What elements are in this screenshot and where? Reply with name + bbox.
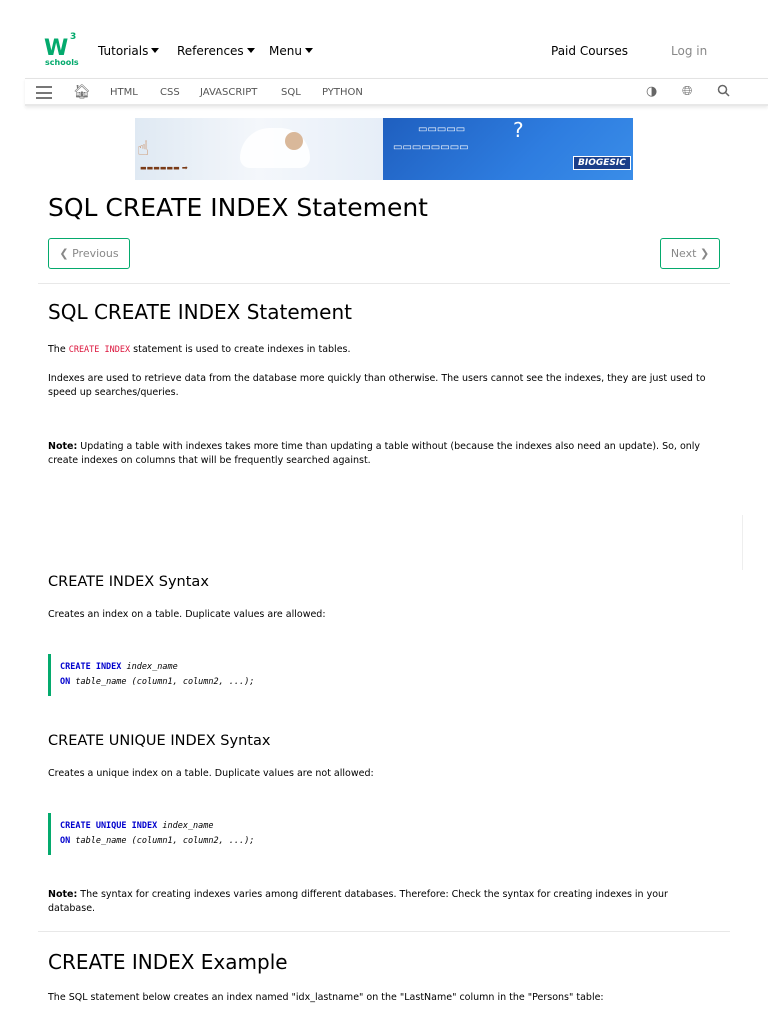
subject-navbar [25, 78, 768, 106]
subnav-sql[interactable]: SQL [281, 87, 301, 98]
caret-down-icon [305, 48, 313, 53]
right-edge-panel [742, 515, 768, 570]
logo-letter: W [44, 36, 67, 61]
paid-courses-link[interactable]: Paid Courses [551, 44, 628, 58]
theme-toggle-icon[interactable]: ◑ [646, 84, 658, 99]
nav-tutorials[interactable] [98, 44, 159, 58]
nav-menu[interactable] [269, 44, 313, 58]
search-icon[interactable] [717, 84, 730, 101]
unique-syntax-description: Creates a unique index on a table. Duplicate values are not allowed: [48, 768, 374, 779]
globe-icon[interactable]: 🌐︎ [682, 84, 693, 99]
nav-menu-label: Menu [269, 44, 302, 58]
intro-text-before: The [48, 344, 69, 355]
note-paragraph [48, 440, 718, 468]
code-keyword: CREATE INDEX [60, 662, 122, 672]
subnav-css[interactable]: CSS [160, 87, 180, 98]
next-button[interactable]: Next ❯ [660, 238, 720, 269]
hamburger-menu-icon[interactable] [36, 86, 52, 99]
section-heading: SQL CREATE INDEX Statement [48, 300, 352, 324]
w3schools-logo[interactable] [44, 32, 84, 70]
subnav-javascript[interactable]: JAVASCRIPT [200, 87, 258, 98]
intro-paragraph [48, 343, 718, 357]
note-text: The syntax for creating indexes varies among different databases. Therefore: Check the syntax for creating indexes in your database. [48, 889, 668, 914]
note-label: Note: [48, 889, 78, 900]
code-argument: index_name [157, 821, 214, 831]
code-keyword: ON [60, 836, 71, 846]
nav-references-label: References [177, 44, 244, 58]
note-text: Updating a table with indexes takes more time than updating a table without (because the indexes also need an update). So, only create indexes on columns that will be frequently searched against. [48, 441, 701, 466]
home-icon[interactable]: 🏠︎ [73, 84, 91, 100]
logo-subtitle: schools [45, 58, 79, 67]
top-navbar [0, 0, 768, 78]
ad-script-line-1: ▭▭▭▭▭ [418, 124, 466, 135]
caret-down-icon [151, 48, 159, 53]
unique-syntax-code-block [48, 813, 718, 855]
ad-right-panel [383, 118, 633, 180]
code-line [60, 834, 718, 849]
ad-brand-logo: BIOGESIC [573, 156, 631, 170]
ad-person-head [285, 132, 303, 150]
code-keyword: ON [60, 677, 71, 687]
code-line [60, 675, 718, 690]
example-heading: CREATE INDEX Example [48, 950, 288, 974]
ad-script-line-2: ▭▭▭▭▭▭▭▭ [393, 142, 469, 153]
caret-down-icon [247, 48, 255, 53]
intro-text-after: statement is used to create indexes in tables. [130, 344, 351, 355]
logo-superscript: 3 [70, 32, 77, 42]
previous-button[interactable]: ❮ Previous [48, 238, 130, 269]
note-label: Note: [48, 441, 78, 452]
example-description: The SQL statement below creates an index named "idx_lastname" on the "LastName" column in the "Persons" table: [48, 992, 604, 1003]
advertisement-banner[interactable] [135, 118, 633, 180]
question-mark-icon: ? [513, 118, 524, 142]
unique-syntax-heading: CREATE UNIQUE INDEX Syntax [48, 733, 271, 749]
code-argument: table_name (column1, column2, ...); [70, 836, 255, 846]
divider [38, 931, 730, 932]
syntax-note-paragraph [48, 888, 718, 916]
syntax-description: Creates an index on a table. Duplicate values are allowed: [48, 609, 326, 620]
syntax-heading: CREATE INDEX Syntax [48, 574, 209, 590]
code-argument: table_name (column1, column2, ...); [70, 677, 255, 687]
inline-code: CREATE INDEX [68, 345, 131, 355]
syntax-code-block [48, 654, 718, 696]
ad-left-panel [135, 118, 383, 180]
nav-references[interactable] [177, 44, 255, 58]
code-line [60, 660, 718, 675]
divider [38, 283, 730, 284]
code-line [60, 819, 718, 834]
ad-caption-graphic: ▬▬▬▬▬▬ ➡ [140, 164, 188, 172]
hand-pointer-icon: ☝ [137, 136, 150, 160]
indexes-paragraph: Indexes are used to retrieve data from the database more quickly than otherwise. The users cannot see the indexes, they are just used to speed up searches/queries. [48, 373, 706, 398]
nav-tutorials-label: Tutorials [98, 44, 149, 58]
code-keyword: CREATE UNIQUE INDEX [60, 821, 158, 831]
page-title: SQL CREATE INDEX Statement [48, 193, 428, 222]
login-link[interactable]: Log in [671, 44, 708, 58]
subnav-html[interactable]: HTML [110, 87, 138, 98]
subnav-python[interactable]: PYTHON [322, 87, 363, 98]
code-argument: index_name [121, 662, 178, 672]
